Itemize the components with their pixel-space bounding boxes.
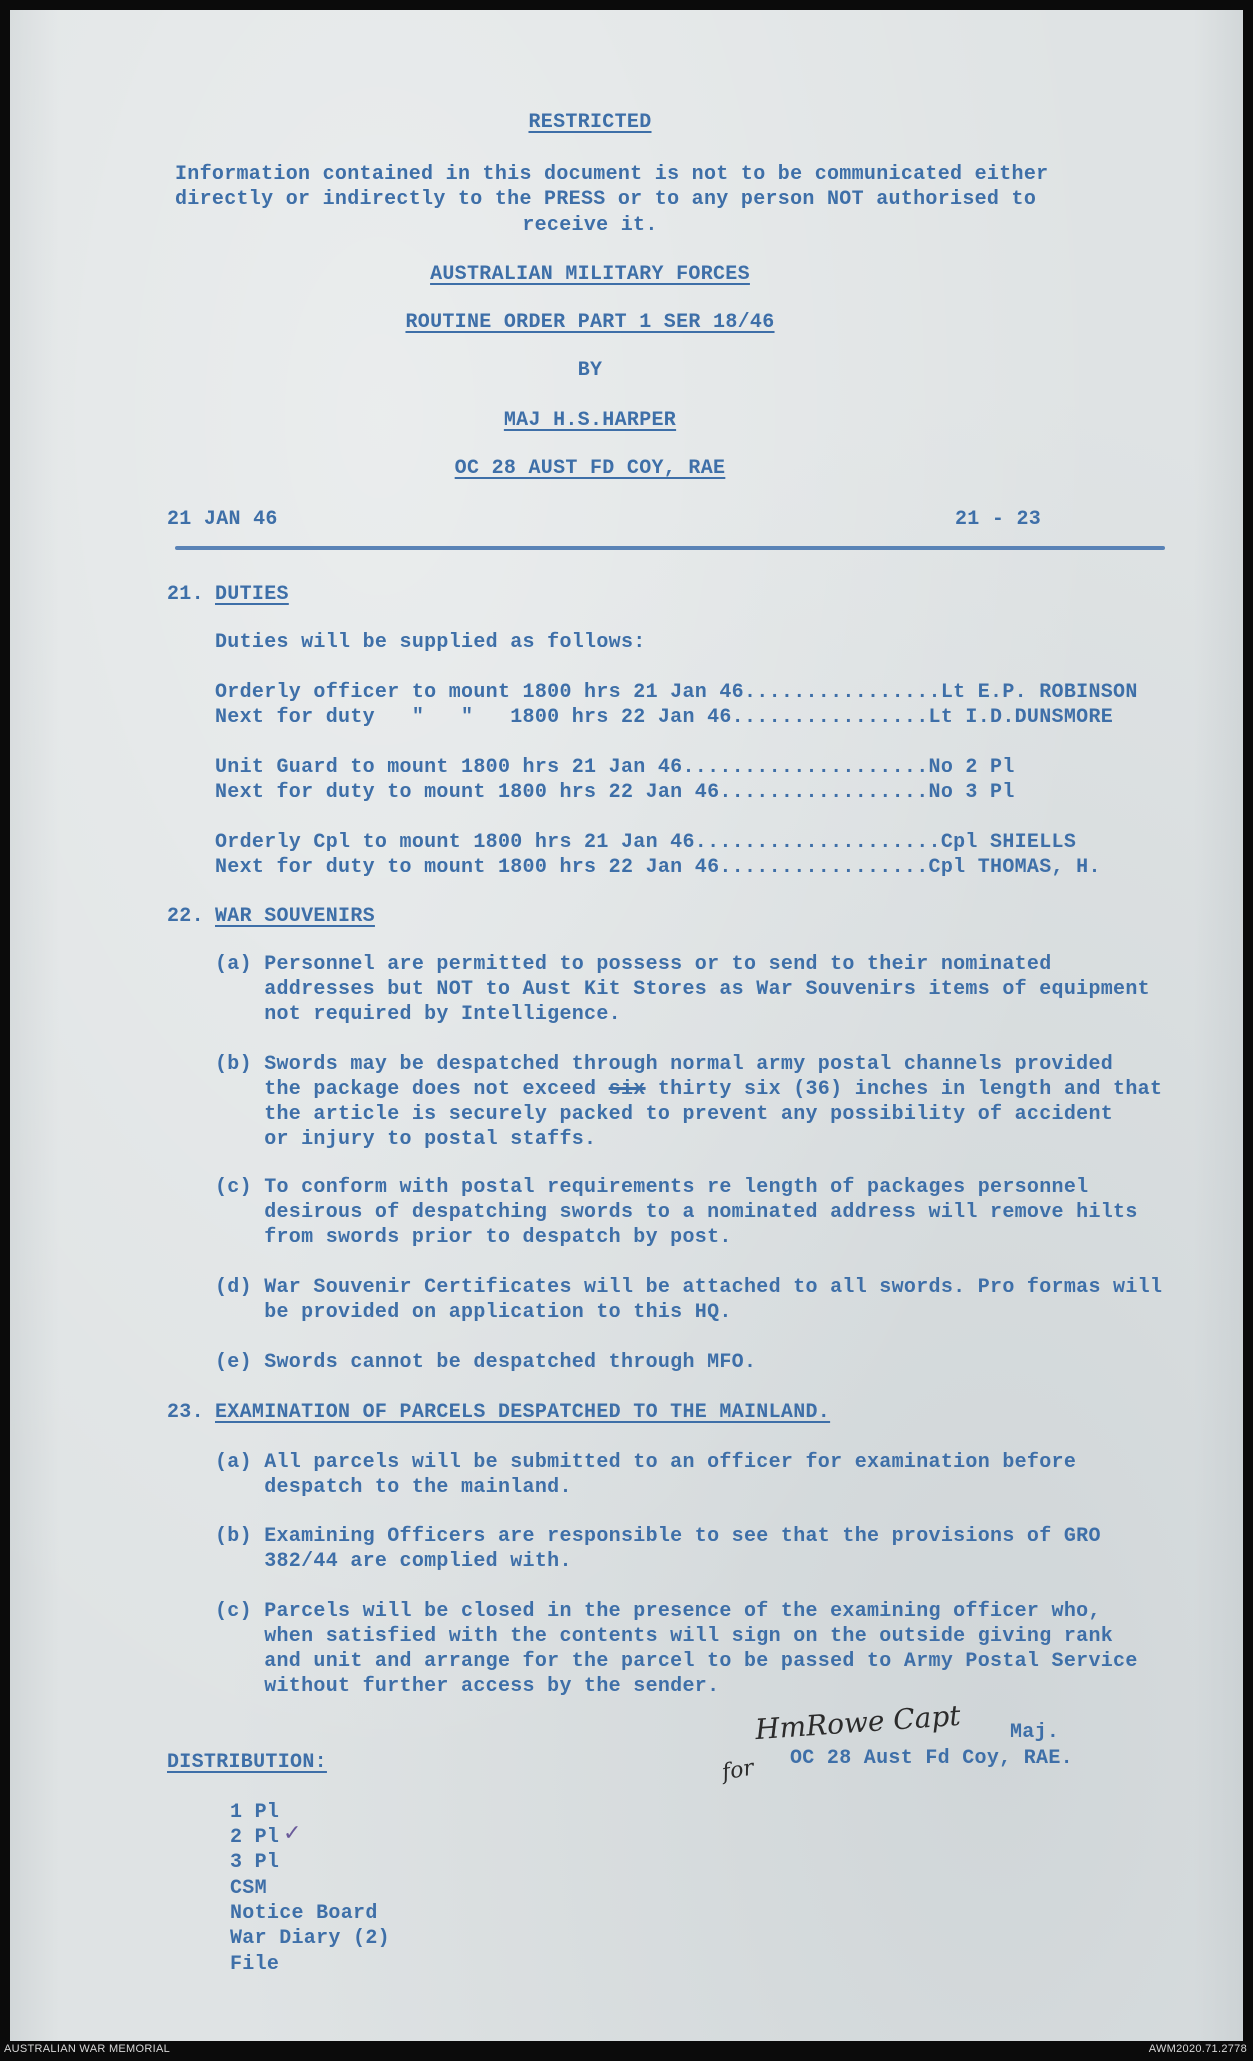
warning-line-2: directly or indirectly to the PRESS or to any person NOT authorised to (175, 188, 1037, 211)
duty-line-3: Unit Guard to mount 1800 hrs 21 Jan 46....................No 2 Pl (215, 756, 1015, 779)
souvenir-b-line-2: the package does not exceed six thirty six (36) inches in length and that (215, 1078, 1163, 1101)
souvenir-b-line-3: the article is securely packed to prevent any possibility of accident (215, 1103, 1114, 1126)
distribution-heading: DISTRIBUTION: (167, 1751, 327, 1774)
souvenir-c-line-3: from swords prior to despatch by post. (215, 1226, 732, 1249)
check-mark-icon: ✓ (283, 1821, 302, 1846)
souvenir-d-line-2: be provided on application to this HQ. (215, 1301, 732, 1324)
distribution-item: File (230, 1953, 280, 1976)
distribution-item: Notice Board (230, 1902, 378, 1925)
by-label: BY (577, 359, 603, 382)
section-22-number: 22. (167, 905, 204, 928)
parcels-c-line-2: when satisfied with the contents will sign on the outside giving rank (215, 1625, 1114, 1648)
distribution-item: 3 Pl (230, 1851, 280, 1874)
souvenir-c-line-2: desirous of despatching swords to a nominated address will remove hilts (215, 1201, 1138, 1224)
archive-credit: AUSTRALIAN WAR MEMORIAL (4, 2043, 171, 2055)
signature-rank: Maj. (1010, 1721, 1060, 1744)
handwritten-for: for (720, 1755, 756, 1786)
section-23-number: 23. (167, 1401, 204, 1424)
souvenir-a-line-3: not required by Intelligence. (215, 1003, 621, 1026)
duty-line-5: Orderly Cpl to mount 1800 hrs 21 Jan 46....................Cpl SHIELLS (215, 831, 1077, 854)
souvenir-b-line-4: or injury to postal staffs. (215, 1128, 597, 1151)
order-title: ROUTINE ORDER PART 1 SER 18/46 (405, 311, 775, 334)
parcels-b-line-1: (b) Examining Officers are responsible to see that the provisions of GRO (215, 1525, 1101, 1548)
force-title: AUSTRALIAN MILITARY FORCES (430, 263, 750, 286)
warning-line-3: receive it. (522, 214, 658, 237)
souvenir-d-line-1: (d) War Souvenir Certificates will be attached to all swords. Pro formas will (215, 1276, 1163, 1299)
struck-word: six (608, 1078, 646, 1101)
officer-name: MAJ H.S.HARPER (503, 409, 677, 432)
parcels-a-line-1: (a) All parcels will be submitted to an officer for examination before (215, 1451, 1077, 1474)
souvenir-a-line-2: addresses but NOT to Aust Kit Stores as War Souvenirs items of equipment (215, 978, 1150, 1001)
duty-line-4: Next for duty to mount 1800 hrs 22 Jan 46.................No 3 Pl (215, 781, 1015, 804)
parcels-a-line-2: despatch to the mainland. (215, 1476, 572, 1499)
distribution-item: CSM (230, 1877, 267, 1900)
parcels-c-line-3: and unit and arrange for the parcel to be passed to Army Postal Service (215, 1650, 1138, 1673)
distribution-item: War Diary (2) (230, 1927, 390, 1950)
header-divider (175, 546, 1165, 550)
document-page (10, 10, 1243, 2041)
souvenir-a-line-1: (a) Personnel are permitted to possess or to send to their nominated (215, 953, 1052, 976)
section-23-heading: EXAMINATION OF PARCELS DESPATCHED TO THE MAINLAND. (215, 1401, 831, 1424)
parcels-b-line-2: 382/44 are complied with. (215, 1550, 572, 1573)
souvenir-b-line-1: (b) Swords may be despatched through normal army postal channels provided (215, 1053, 1114, 1076)
distribution-item: 1 Pl (230, 1801, 280, 1824)
order-date: 21 JAN 46 (167, 508, 278, 531)
handwritten-signature: HmRowe Capt (754, 1698, 962, 1747)
archive-id: AWM2020.71.2778 (1148, 2043, 1247, 2055)
signature-unit: OC 28 Aust Fd Coy, RAE. (790, 1747, 1073, 1770)
section-22-heading: WAR SOUVENIRS (215, 905, 375, 928)
duty-line-2: Next for duty " " 1800 hrs 22 Jan 46................Lt I.D.DUNSMORE (215, 706, 1114, 729)
section-21-heading: DUTIES (215, 583, 289, 606)
distribution-item: 2 Pl (230, 1826, 280, 1849)
classification-heading: RESTRICTED (528, 111, 652, 134)
duty-line-6: Next for duty to mount 1800 hrs 22 Jan 46.................Cpl THOMAS, H. (215, 856, 1101, 879)
souvenir-e-line: (e) Swords cannot be despatched through MFO. (215, 1351, 757, 1374)
parcels-c-line-4: without further access by the sender. (215, 1675, 720, 1698)
duty-line-1: Orderly officer to mount 1800 hrs 21 Jan 46................Lt E.P. ROBINSON (215, 681, 1138, 704)
order-range: 21 - 23 (955, 508, 1042, 531)
parcels-c-line-1: (c) Parcels will be closed in the presence of the examining officer who, (215, 1600, 1101, 1623)
section-21-number: 21. (167, 583, 204, 606)
duties-intro: Duties will be supplied as follows: (215, 631, 646, 654)
souvenir-c-line-1: (c) To conform with postal requirements re length of packages personnel (215, 1176, 1089, 1199)
warning-line-1: Information contained in this document is not to be communicated either (175, 163, 1049, 186)
unit-name: OC 28 AUST FD COY, RAE (454, 457, 726, 480)
